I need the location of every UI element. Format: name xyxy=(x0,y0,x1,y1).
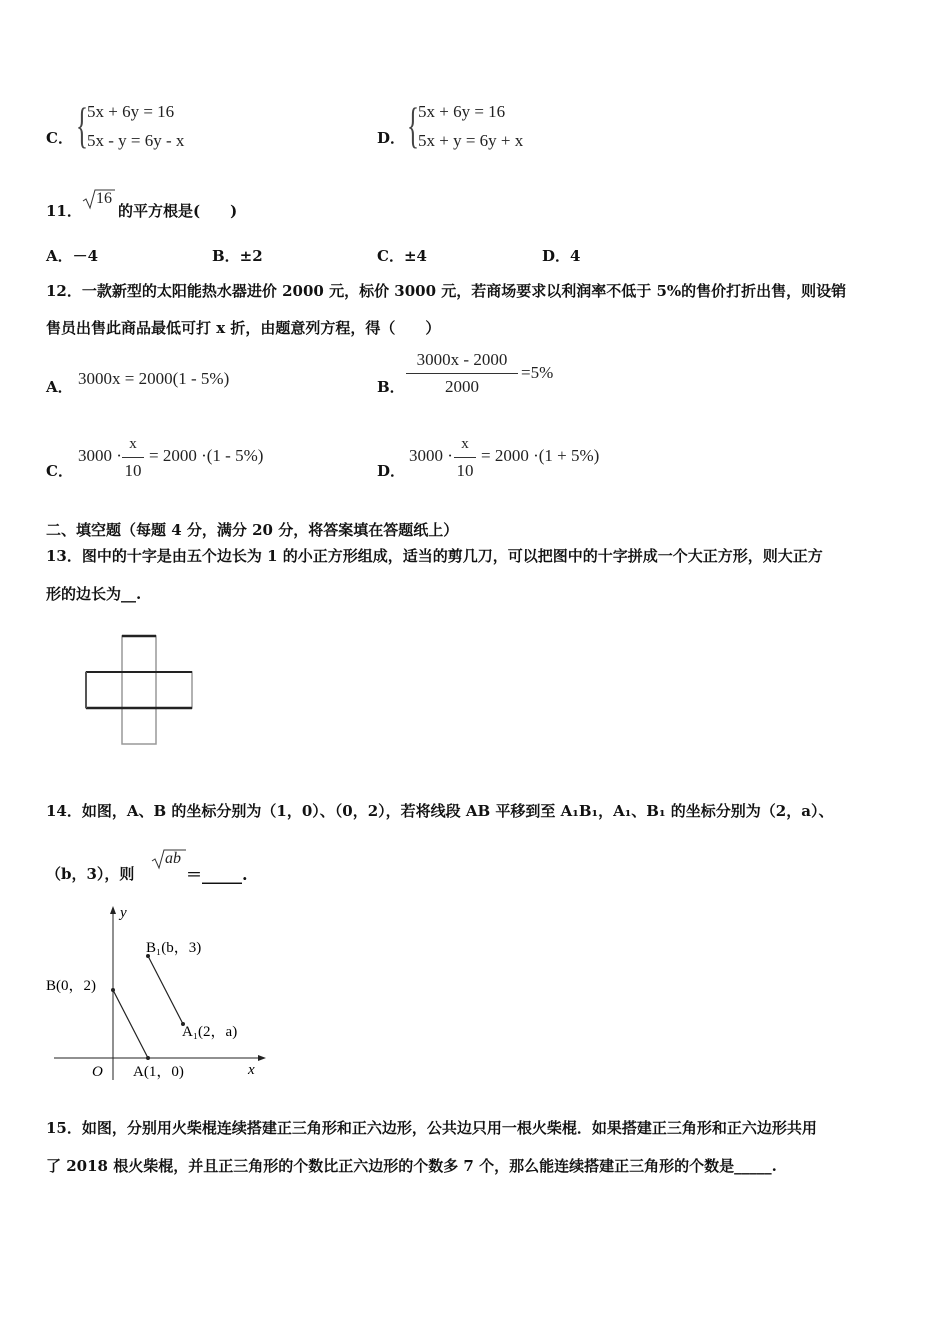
q13-cross-figure xyxy=(80,632,200,750)
q12-c-denominator: 10 xyxy=(124,461,142,480)
q13-stem-line-1: 13．图中的十字是由五个边长为 1 的小正方形组成，适当的剪几刀，可以把图中的十字拼成一个大正方形，则大正方 xyxy=(46,547,823,565)
q12-c-right: = 2000 ·(1 - 5%) xyxy=(149,446,264,465)
q12-option-a-label[interactable]: A． xyxy=(46,378,73,396)
fig-origin-label: O xyxy=(92,1064,103,1080)
q10-c-brace: { xyxy=(76,97,88,153)
q12-option-b-label[interactable]: B． xyxy=(377,378,405,396)
y-axis-arrow-icon xyxy=(110,906,116,914)
q11-option-b[interactable]: B．±2 xyxy=(212,247,263,265)
q11-stem: 的平方根是( ) xyxy=(118,202,238,220)
q12-option-d-label[interactable]: D． xyxy=(377,462,406,480)
q10-d-equation-2: 5x + y = 6y + x xyxy=(418,131,524,150)
q12-b-fraction-bar xyxy=(406,373,518,374)
q10-option-c-label[interactable]: C． xyxy=(46,129,73,147)
q10-d-equation-1: 5x + 6y = 16 xyxy=(418,102,506,121)
q12-b-rhs: =5% xyxy=(521,363,554,382)
fig-point-b1-label: B₁(b，3) xyxy=(146,940,202,956)
q12-c-left: 3000 · xyxy=(78,446,122,465)
fig-point-a1-label: A₁(2，a) xyxy=(182,1024,238,1040)
q10-option-d-label[interactable]: D． xyxy=(377,129,406,147)
q11-option-c[interactable]: C．±4 xyxy=(377,247,427,265)
q12-stem-line-1: 12．一款新型的太阳能热水器进价 2000 元，标价 3000 元，若商场要求以利润率不低于 5%的售价打折出售，则设销 xyxy=(46,282,847,300)
q12-d-left: 3000 · xyxy=(409,446,453,465)
q15-stem-line-1: 15．如图，分别用火柴棍连续搭建正三角形和正六边形，公共边只用一根火柴棍．如果搭建正三角形和正六边形共用 xyxy=(46,1119,817,1137)
q10-c-equation-1: 5x + 6y = 16 xyxy=(87,102,175,121)
q12-c-fraction-bar xyxy=(122,457,144,458)
q10-c-equation-2: 5x - y = 6y - x xyxy=(87,131,185,150)
q13-stem-line-2: 形的边长为__. xyxy=(46,585,142,603)
fig-point-b-label: B(0，2) xyxy=(46,978,96,994)
fig-y-label: y xyxy=(120,905,127,921)
q12-stem-line-2: 售员出售此商品最低可打 x 折，由题意列方程，得（ ） xyxy=(46,319,441,337)
q11-number: 11． xyxy=(46,202,82,220)
q12-b-numerator: 3000x - 2000 xyxy=(416,350,508,369)
q15-stem-line-2: 了 2018 根火柴棍，并且正三角形的个数比正六边形的个数多 7 个，那么能连续搭建正三角形的个数是_____. xyxy=(46,1157,777,1175)
q12-option-c-label[interactable]: C． xyxy=(46,462,73,480)
section-2-heading: 二、填空题（每题 4 分，满分 20 分，将答案填在答题纸上） xyxy=(46,521,459,539)
q14-stem-line-1: 14．如图，A、B 的坐标分别为（1，0）、（0，2），若将线段 AB 平移到至 A₁B₁，A₁、B₁ 的坐标分别为（2，a）、 xyxy=(46,802,834,820)
q12-d-denominator: 10 xyxy=(456,461,474,480)
x-axis-arrow-icon xyxy=(258,1055,266,1061)
q14-radicand: ab xyxy=(165,850,181,867)
q12-c-numerator: x xyxy=(129,436,137,452)
fig-point-a-label: A(1，0) xyxy=(133,1064,184,1080)
q11-radicand: 16 xyxy=(96,190,112,207)
q12-b-denominator: 2000 xyxy=(445,377,479,396)
q14-stem-line-2-prefix: （b，3），则 xyxy=(46,865,135,883)
q12-d-numerator: x xyxy=(461,436,469,452)
q11-option-d[interactable]: D．4 xyxy=(542,247,581,265)
q14-stem-line-2-suffix: ＝_____. xyxy=(186,865,248,884)
q12-d-fraction-bar xyxy=(454,457,476,458)
q14-coordinate-figure xyxy=(40,900,280,1085)
fig-x-label: x xyxy=(248,1062,255,1078)
q11-option-a[interactable]: A．－4 xyxy=(46,247,99,265)
q10-d-brace: { xyxy=(407,97,419,153)
q12-d-right: = 2000 ·(1 + 5%) xyxy=(481,446,600,465)
q12-option-a-equation: 3000x = 2000(1 - 5%) xyxy=(78,369,230,388)
